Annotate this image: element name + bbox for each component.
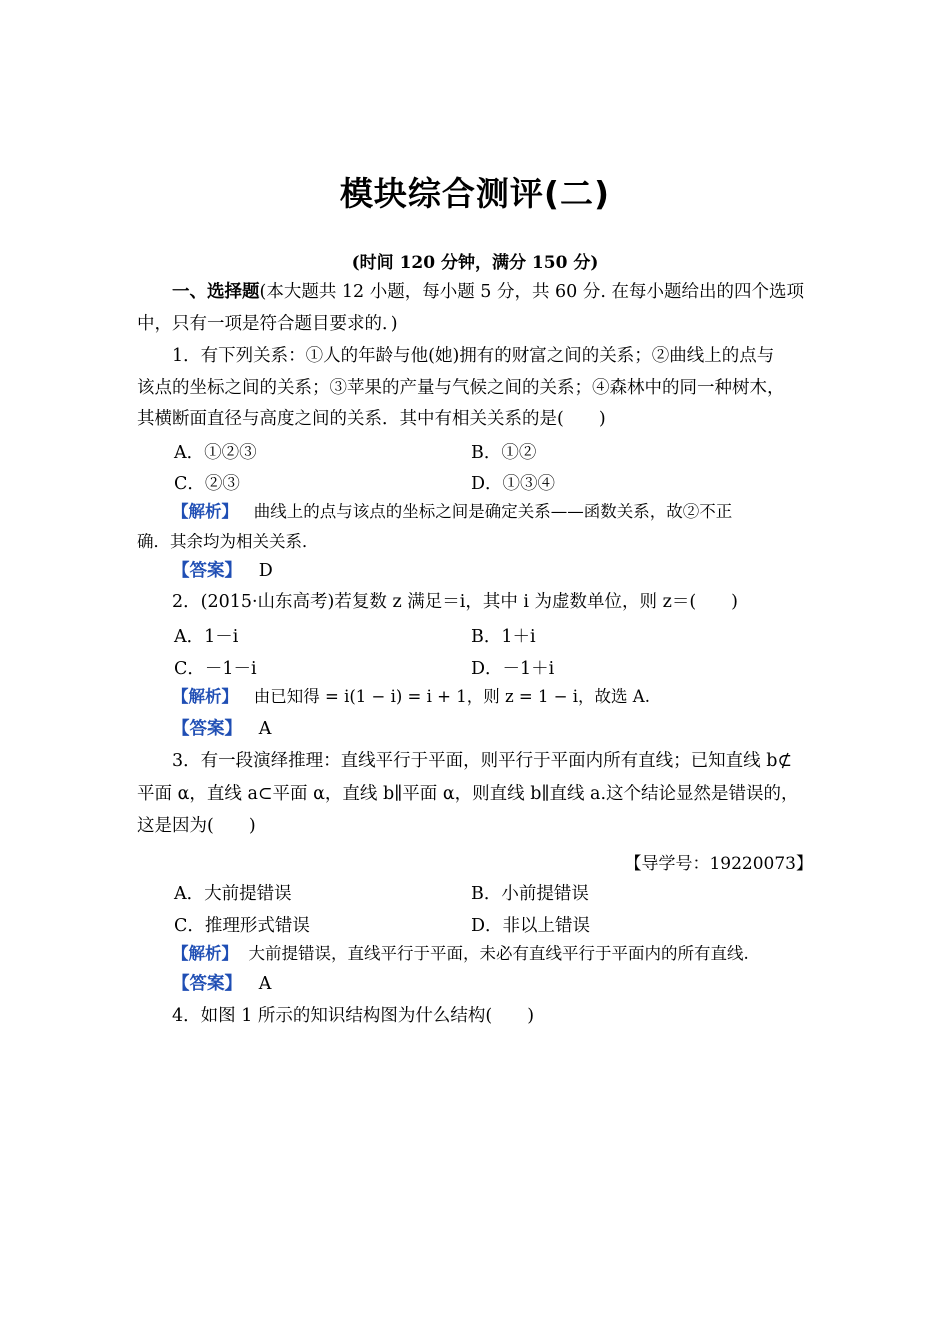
q2-answer-value: A [258, 719, 272, 739]
q2-line-1: 2．(2015·山东高考)若复数 z 满足＝i，其中 i 为虚数单位，则 z＝( ) [172, 592, 738, 612]
answer-tag: 【答案】 [172, 974, 242, 994]
q1-answer-value: D [258, 561, 273, 581]
q2-analysis-text-1: 由已知得 = i(1 − i) = i + 1，则 z = 1 − i，故选 A. [253, 687, 650, 706]
q3-option-d: D．非以上错误 [471, 916, 591, 936]
page-title: 模块综合测评(二) [339, 174, 611, 213]
q1-analysis-text-2: 确．其余均为相关关系． [137, 532, 319, 551]
q2-answer [172, 718, 862, 740]
q3-line-3: 这是因为( ) [137, 816, 256, 836]
guide-number: 【导学号：19220073】 [624, 854, 813, 874]
q1-answer [172, 560, 862, 582]
q1-line-2: 该点的坐标之间的关系；③苹果的产量与气候之间的关系；④森林中的同一种树木， [137, 378, 785, 398]
q1-analysis [172, 501, 862, 523]
q3-analysis-text-1: 大前提错误，直线平行于平面，未必有直线平行于平面内的所有直线. [248, 944, 749, 963]
q2-option-d: D．－1＋i [471, 659, 555, 679]
q3-line-2: 平面 α，直线 a⊂平面 α，直线 b∥平面 α，则直线 b∥直线 a.这个结论显然是错误的， [137, 784, 799, 804]
analysis-tag: 【解析】 [172, 502, 238, 521]
q1-option-d: D．①③④ [471, 474, 556, 494]
q2-option-c: C．－1－i [174, 659, 257, 679]
q3-answer [172, 973, 862, 995]
q2-option-b: B．1＋i [471, 627, 536, 647]
q3-option-b: B．小前提错误 [471, 884, 589, 904]
analysis-tag: 【解析】 [172, 687, 238, 706]
q1-line-1: 1．有下列关系：①人的年龄与他(她)拥有的财富之间的关系；②曲线上的点与 [172, 346, 775, 366]
q4-line-1: 4．如图 1 所示的知识结构图为什么结构( ) [172, 1006, 535, 1026]
section-desc-1: (本大题共 12 小题，每小题 5 分，共 60 分. 在每小题给出的四个选项 [259, 282, 804, 302]
q3-option-c: C．推理形式错误 [174, 916, 310, 936]
section-intro [172, 281, 827, 303]
q1-option-a: A．①②③ [174, 443, 257, 463]
answer-tag: 【答案】 [172, 561, 242, 581]
answer-tag: 【答案】 [172, 719, 242, 739]
analysis-tag: 【解析】 [172, 944, 238, 963]
q1-option-c: C．②③ [174, 474, 240, 494]
q2-option-a: A．1－i [174, 627, 239, 647]
q1-option-b: B．①② [471, 443, 537, 463]
q1-line-3: 其横断面直径与高度之间的关系．其中有相关关系的是( ) [137, 409, 606, 429]
section-heading: 一、选择题 [172, 282, 260, 302]
q3-line-1: 3．有一段演绎推理：直线平行于平面，则平行于平面内所有直线；已知直线 b⊄ [172, 751, 793, 771]
q1-analysis-text-1: 曲线上的点与该点的坐标之间是确定关系——函数关系，故②不正 [253, 502, 733, 521]
q2-analysis [172, 686, 862, 708]
q3-answer-value: A [258, 974, 272, 994]
page-subtitle: (时间 120 分钟，满分 150 分) [351, 253, 599, 273]
section-desc-2: 中，只有一项是符合题目要求的．) [137, 314, 398, 334]
q3-option-a: A．大前提错误 [174, 884, 292, 904]
q3-analysis [172, 943, 862, 965]
